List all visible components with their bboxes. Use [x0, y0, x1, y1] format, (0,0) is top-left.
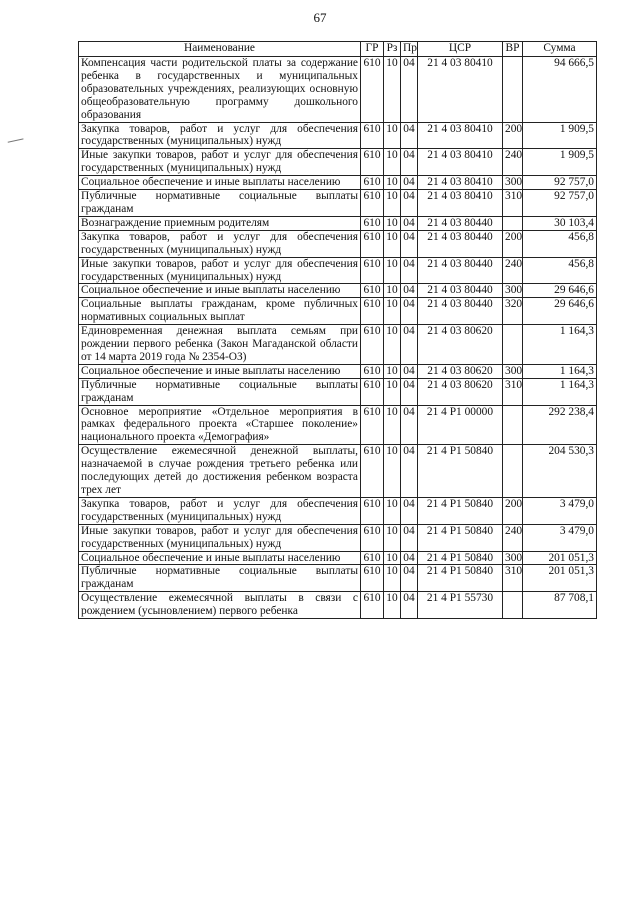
- cell-rz: 10: [384, 551, 401, 565]
- cell-name: Вознаграждение приемным родителям: [79, 216, 361, 230]
- table-row: [79, 551, 597, 565]
- cell-sum: 456,8: [523, 230, 597, 257]
- cell-vr: 300: [503, 284, 523, 298]
- cell-name: Иные закупки товаров, работ и услуг для обеспечения государственных (муниципальных) нужд: [79, 524, 361, 551]
- table-row: [79, 524, 597, 551]
- cell-rz: 10: [384, 216, 401, 230]
- header-pr: Пр: [401, 42, 418, 57]
- cell-name: Основное мероприятие «Отдельное мероприятия в рамках федерального проекта «Старшее поколение» национального проекта «Демография»: [79, 405, 361, 445]
- cell-gr: 610: [361, 122, 384, 149]
- cell-csr: 21 4 03 80620: [418, 325, 503, 365]
- cell-vr: [503, 216, 523, 230]
- table-row: [79, 445, 597, 498]
- cell-vr: [503, 405, 523, 445]
- cell-sum: 456,8: [523, 257, 597, 284]
- cell-rz: 10: [384, 298, 401, 325]
- cell-csr: 21 4 P1 50840: [418, 497, 503, 524]
- cell-vr: 300: [503, 551, 523, 565]
- budget-table: [78, 41, 597, 619]
- table-row: [79, 497, 597, 524]
- cell-csr: 21 4 03 80410: [418, 149, 503, 176]
- cell-sum: 29 646,6: [523, 298, 597, 325]
- table-row: [79, 216, 597, 230]
- table-row: [79, 57, 597, 123]
- cell-rz: 10: [384, 565, 401, 592]
- margin-mark: [8, 138, 25, 146]
- cell-sum: 92 757,0: [523, 190, 597, 217]
- cell-sum: 201 051,3: [523, 565, 597, 592]
- cell-sum: 29 646,6: [523, 284, 597, 298]
- cell-sum: 292 238,4: [523, 405, 597, 445]
- cell-gr: 610: [361, 405, 384, 445]
- table-row: [79, 122, 597, 149]
- cell-csr: 21 4 03 80440: [418, 257, 503, 284]
- cell-name: Иные закупки товаров, работ и услуг для обеспечения государственных (муниципальных) нужд: [79, 257, 361, 284]
- cell-gr: 610: [361, 378, 384, 405]
- cell-sum: 1 164,3: [523, 325, 597, 365]
- cell-rz: 10: [384, 405, 401, 445]
- cell-gr: 610: [361, 364, 384, 378]
- cell-vr: 240: [503, 257, 523, 284]
- cell-name: Компенсация части родительской платы за содержание ребенка в государственных и муниципальных образовательных учреждениях, реализующих основную общеобразовательную программу дошкольного образования: [79, 57, 361, 123]
- table-row: [79, 405, 597, 445]
- cell-gr: 610: [361, 176, 384, 190]
- cell-pr: 04: [401, 57, 418, 123]
- table-row: [79, 592, 597, 619]
- cell-csr: 21 4 P1 50840: [418, 445, 503, 498]
- cell-name: Закупка товаров, работ и услуг для обеспечения государственных (муниципальных) нужд: [79, 230, 361, 257]
- cell-name: Социальное обеспечение и иные выплаты населению: [79, 284, 361, 298]
- cell-sum: 1 909,5: [523, 149, 597, 176]
- cell-csr: 21 4 03 80410: [418, 122, 503, 149]
- header-gr: ГР: [361, 42, 384, 57]
- cell-rz: 10: [384, 364, 401, 378]
- table-row: [79, 565, 597, 592]
- cell-rz: 10: [384, 190, 401, 217]
- cell-vr: 300: [503, 176, 523, 190]
- header-vr: ВР: [503, 42, 523, 57]
- cell-vr: 320: [503, 298, 523, 325]
- cell-csr: 21 4 03 80410: [418, 190, 503, 217]
- cell-vr: [503, 325, 523, 365]
- cell-pr: 04: [401, 284, 418, 298]
- cell-gr: 610: [361, 551, 384, 565]
- cell-csr: 21 4 03 80410: [418, 57, 503, 123]
- table-header-row: [79, 42, 597, 57]
- cell-vr: 240: [503, 524, 523, 551]
- cell-gr: 610: [361, 257, 384, 284]
- cell-vr: 200: [503, 122, 523, 149]
- cell-pr: 04: [401, 565, 418, 592]
- cell-pr: 04: [401, 122, 418, 149]
- cell-name: Осуществление ежемесячной денежной выплаты, назначаемой в случае рождения третьего ребенка или последующих детей до достижения ребенком возраста трех лет: [79, 445, 361, 498]
- cell-pr: 04: [401, 378, 418, 405]
- cell-gr: 610: [361, 284, 384, 298]
- cell-sum: 94 666,5: [523, 57, 597, 123]
- cell-pr: 04: [401, 524, 418, 551]
- cell-csr: 21 4 03 80620: [418, 378, 503, 405]
- cell-rz: 10: [384, 149, 401, 176]
- cell-vr: 200: [503, 497, 523, 524]
- cell-name: Социальное обеспечение и иные выплаты населению: [79, 551, 361, 565]
- cell-gr: 610: [361, 524, 384, 551]
- cell-pr: 04: [401, 190, 418, 217]
- table-row: [79, 257, 597, 284]
- cell-sum: 1 909,5: [523, 122, 597, 149]
- cell-csr: 21 4 P1 50840: [418, 565, 503, 592]
- cell-gr: 610: [361, 445, 384, 498]
- header-csr: ЦСР: [418, 42, 503, 57]
- cell-gr: 610: [361, 592, 384, 619]
- cell-gr: 610: [361, 565, 384, 592]
- cell-gr: 610: [361, 190, 384, 217]
- cell-name: Публичные нормативные социальные выплаты гражданам: [79, 378, 361, 405]
- cell-rz: 10: [384, 592, 401, 619]
- cell-pr: 04: [401, 176, 418, 190]
- cell-rz: 10: [384, 497, 401, 524]
- cell-csr: 21 4 03 80440: [418, 284, 503, 298]
- table-row: [79, 176, 597, 190]
- cell-pr: 04: [401, 364, 418, 378]
- cell-sum: 204 530,3: [523, 445, 597, 498]
- cell-csr: 21 4 03 80620: [418, 364, 503, 378]
- cell-vr: [503, 57, 523, 123]
- cell-sum: 201 051,3: [523, 551, 597, 565]
- cell-pr: 04: [401, 445, 418, 498]
- cell-rz: 10: [384, 176, 401, 190]
- cell-name: Публичные нормативные социальные выплаты гражданам: [79, 565, 361, 592]
- cell-gr: 610: [361, 298, 384, 325]
- table-row: [79, 364, 597, 378]
- cell-name: Публичные нормативные социальные выплаты гражданам: [79, 190, 361, 217]
- cell-sum: 1 164,3: [523, 364, 597, 378]
- cell-pr: 04: [401, 592, 418, 619]
- cell-pr: 04: [401, 497, 418, 524]
- cell-csr: 21 4 03 80440: [418, 298, 503, 325]
- cell-name: Единовременная денежная выплата семьям при рождении первого ребенка (Закон Магаданской области от 14 марта 2019 года № 2354-ОЗ): [79, 325, 361, 365]
- cell-rz: 10: [384, 230, 401, 257]
- cell-csr: 21 4 P1 50840: [418, 551, 503, 565]
- cell-pr: 04: [401, 298, 418, 325]
- cell-csr: 21 4 P1 55730: [418, 592, 503, 619]
- cell-vr: 300: [503, 364, 523, 378]
- cell-rz: 10: [384, 445, 401, 498]
- table-row: [79, 325, 597, 365]
- cell-gr: 610: [361, 216, 384, 230]
- table-row: [79, 298, 597, 325]
- header-rz: Рз: [384, 42, 401, 57]
- cell-pr: 04: [401, 405, 418, 445]
- cell-rz: 10: [384, 257, 401, 284]
- table-row: [79, 190, 597, 217]
- cell-rz: 10: [384, 284, 401, 298]
- cell-csr: 21 4 03 80440: [418, 230, 503, 257]
- cell-gr: 610: [361, 230, 384, 257]
- cell-name: Иные закупки товаров, работ и услуг для обеспечения государственных (муниципальных) нужд: [79, 149, 361, 176]
- cell-vr: [503, 445, 523, 498]
- cell-pr: 04: [401, 216, 418, 230]
- page-number: 67: [313, 10, 327, 25]
- cell-rz: 10: [384, 378, 401, 405]
- cell-name: Социальное обеспечение и иные выплаты населению: [79, 176, 361, 190]
- table-row: [79, 378, 597, 405]
- cell-gr: 610: [361, 325, 384, 365]
- cell-rz: 10: [384, 57, 401, 123]
- cell-csr: 21 4 P1 50840: [418, 524, 503, 551]
- cell-pr: 04: [401, 230, 418, 257]
- cell-vr: [503, 592, 523, 619]
- cell-sum: 1 164,3: [523, 378, 597, 405]
- cell-sum: 87 708,1: [523, 592, 597, 619]
- cell-name: Осуществление ежемесячной выплаты в связи с рождением (усыновлением) первого ребенка: [79, 592, 361, 619]
- table-row: [79, 230, 597, 257]
- cell-pr: 04: [401, 325, 418, 365]
- cell-rz: 10: [384, 524, 401, 551]
- cell-gr: 610: [361, 57, 384, 123]
- table-row: [79, 149, 597, 176]
- cell-sum: 30 103,4: [523, 216, 597, 230]
- cell-gr: 610: [361, 149, 384, 176]
- cell-name: Социальное обеспечение и иные выплаты населению: [79, 364, 361, 378]
- cell-name: Закупка товаров, работ и услуг для обеспечения государственных (муниципальных) нужд: [79, 122, 361, 149]
- cell-rz: 10: [384, 122, 401, 149]
- cell-gr: 610: [361, 497, 384, 524]
- cell-pr: 04: [401, 551, 418, 565]
- cell-vr: 200: [503, 230, 523, 257]
- cell-sum: 3 479,0: [523, 524, 597, 551]
- cell-name: Закупка товаров, работ и услуг для обеспечения государственных (муниципальных) нужд: [79, 497, 361, 524]
- table-row: [79, 284, 597, 298]
- cell-vr: 310: [503, 378, 523, 405]
- cell-vr: 240: [503, 149, 523, 176]
- cell-sum: 3 479,0: [523, 497, 597, 524]
- cell-csr: 21 4 P1 00000: [418, 405, 503, 445]
- cell-csr: 21 4 03 80410: [418, 176, 503, 190]
- cell-csr: 21 4 03 80440: [418, 216, 503, 230]
- header-sum: Сумма: [523, 42, 597, 57]
- cell-sum: 92 757,0: [523, 176, 597, 190]
- cell-rz: 10: [384, 325, 401, 365]
- header-name: Наименование: [79, 42, 361, 57]
- cell-name: Социальные выплаты гражданам, кроме публичных нормативных социальных выплат: [79, 298, 361, 325]
- cell-vr: 310: [503, 190, 523, 217]
- cell-pr: 04: [401, 149, 418, 176]
- cell-pr: 04: [401, 257, 418, 284]
- cell-vr: 310: [503, 565, 523, 592]
- table-body: [79, 57, 597, 619]
